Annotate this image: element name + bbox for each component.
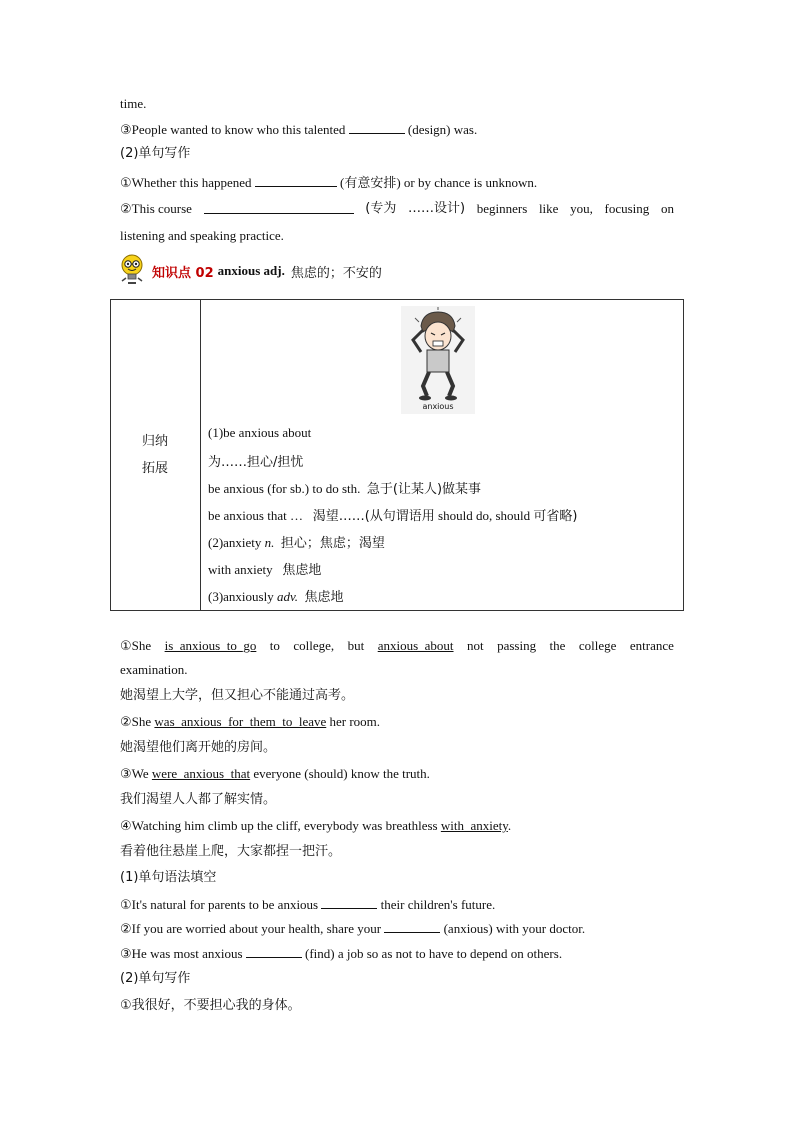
item-number: ② bbox=[120, 202, 132, 217]
word: college, bbox=[293, 638, 335, 653]
word: on bbox=[660, 201, 674, 216]
exercise-text: (anxious) with your doctor. bbox=[443, 921, 586, 936]
word: focusing bbox=[604, 201, 650, 216]
item-number: ④ bbox=[120, 819, 132, 834]
word: (专为 bbox=[365, 201, 397, 216]
answer-blank[interactable] bbox=[255, 174, 337, 187]
word: ……设计) bbox=[408, 201, 466, 216]
item-number: ③ bbox=[120, 947, 132, 962]
writing-item-2-continuation: listening and speaking practice. bbox=[120, 228, 284, 243]
example-2-translation: 她渴望他们离开她的房间。 bbox=[120, 740, 277, 755]
word: like bbox=[538, 201, 559, 216]
word: passing bbox=[497, 638, 537, 653]
exercise-text: If you are worried about your health, share your bbox=[131, 921, 382, 936]
item-number: ② bbox=[120, 922, 132, 937]
summary-table bbox=[110, 299, 684, 611]
example-text: We bbox=[131, 766, 152, 781]
exercise-text: (有意安排) or by chance is unknown. bbox=[340, 175, 538, 190]
exercise-text: (find) a job so as not to have to depend on others. bbox=[305, 946, 563, 961]
table-left-title-line: 拓展 bbox=[142, 461, 169, 476]
answer-blank[interactable] bbox=[246, 945, 302, 958]
table-entry: be anxious (for sb.) to do sth. 急于(让某人)做某事 bbox=[208, 481, 482, 497]
answer-blank[interactable] bbox=[204, 201, 354, 214]
knowledge-point-heading bbox=[118, 254, 382, 288]
exercise-text: He was most anxious bbox=[131, 946, 243, 961]
exercise-text: 我很好，不要担心我的身体。 bbox=[131, 998, 301, 1013]
grammar-item-2 bbox=[120, 920, 585, 938]
table-left-cell bbox=[111, 300, 201, 610]
table-left-title-line: 归纳 bbox=[142, 434, 169, 449]
example-3 bbox=[120, 766, 430, 783]
writing-item-1 bbox=[120, 174, 537, 192]
exercise-text: (design) was. bbox=[407, 122, 478, 137]
example-2 bbox=[120, 714, 380, 731]
image-caption: anxious bbox=[422, 402, 454, 411]
example-1-continuation: examination. bbox=[120, 662, 188, 677]
word: but bbox=[347, 638, 365, 653]
example-text: Watching him climb up the cliff, everybody was breathless bbox=[131, 818, 441, 833]
table-entry: with anxiety 焦虑地 bbox=[208, 562, 322, 578]
underlined-phrase: is_anxious_to_go bbox=[164, 638, 257, 653]
example-1 bbox=[120, 638, 674, 655]
answer-blank[interactable] bbox=[321, 896, 377, 909]
underlined-phrase: anxious_about bbox=[377, 638, 454, 653]
example-text: everyone (should) know the truth. bbox=[250, 766, 430, 781]
word: the bbox=[549, 638, 566, 653]
knowledge-point-label: 知识点 02 bbox=[152, 265, 214, 281]
section-heading-grammar: (1)单句语法填空 bbox=[120, 870, 217, 885]
item-number: ① bbox=[120, 998, 132, 1013]
table-entry: (3)anxiously adv. 焦虑地 bbox=[208, 589, 344, 605]
word: She bbox=[131, 638, 152, 653]
answer-blank[interactable] bbox=[384, 920, 440, 933]
exercise-text: It's natural for parents to be anxious bbox=[131, 897, 319, 912]
section-heading-writing: (2)单句写作 bbox=[120, 146, 191, 161]
item-number: ① bbox=[120, 176, 132, 191]
exercise-text: This course bbox=[131, 201, 192, 216]
text-line-time: time. bbox=[120, 96, 147, 111]
word: college bbox=[578, 638, 617, 653]
writing-item-2 bbox=[120, 201, 674, 218]
table-entry: (1)be anxious about bbox=[208, 425, 312, 440]
section-heading-writing-2: (2)单句写作 bbox=[120, 971, 191, 986]
example-text: She bbox=[131, 714, 155, 729]
knowledge-point-meaning: 焦虑的；不安的 bbox=[290, 265, 382, 281]
exercise-text: People wanted to know who this talented bbox=[131, 122, 346, 137]
example-text: her room. bbox=[326, 714, 381, 729]
answer-blank[interactable] bbox=[349, 121, 405, 134]
item-number: ① bbox=[120, 898, 132, 913]
item-number: ③ bbox=[120, 123, 132, 138]
example-3-translation: 我们渴望人人都了解实情。 bbox=[120, 792, 277, 807]
grammar-item-1 bbox=[120, 896, 495, 914]
word: not bbox=[466, 638, 484, 653]
word: to bbox=[269, 638, 280, 653]
example-4 bbox=[120, 818, 511, 835]
writing-item-3 bbox=[120, 998, 301, 1014]
exercise-text: their children's future. bbox=[380, 897, 496, 912]
anxious-cartoon-person-icon bbox=[401, 306, 475, 414]
underlined-phrase: was_anxious_for_them_to_leave bbox=[154, 714, 327, 729]
knowledge-point-word: anxious adj. bbox=[217, 263, 285, 278]
item-number: ② bbox=[120, 715, 132, 730]
exercise-text: Whether this happened bbox=[131, 175, 252, 190]
example-text: . bbox=[507, 818, 512, 833]
item-number: ③ bbox=[120, 767, 132, 782]
lightbulb-mascot-icon bbox=[118, 253, 148, 289]
table-entry: (2)anxiety n. 担心；焦虑；渴望 bbox=[208, 535, 385, 551]
table-entry: 为……担心/担忧 bbox=[208, 455, 304, 470]
example-4-translation: 看着他往悬崖上爬，大家都捏一把汗。 bbox=[120, 844, 342, 859]
underlined-phrase: with_anxiety bbox=[440, 818, 508, 833]
grammar-item-3 bbox=[120, 945, 562, 963]
example-1-translation: 她渴望上大学，但又担心不能通过高考。 bbox=[120, 688, 355, 703]
exercise-q3 bbox=[120, 121, 477, 139]
underlined-phrase: were_anxious_that bbox=[151, 766, 251, 781]
table-entry: be anxious that … 渴望……(从句谓语用 should do, should 可省略) bbox=[208, 508, 578, 524]
word: beginners bbox=[476, 201, 528, 216]
word: you, bbox=[570, 201, 593, 216]
item-number: ① bbox=[120, 639, 132, 654]
word: entrance bbox=[629, 638, 674, 653]
